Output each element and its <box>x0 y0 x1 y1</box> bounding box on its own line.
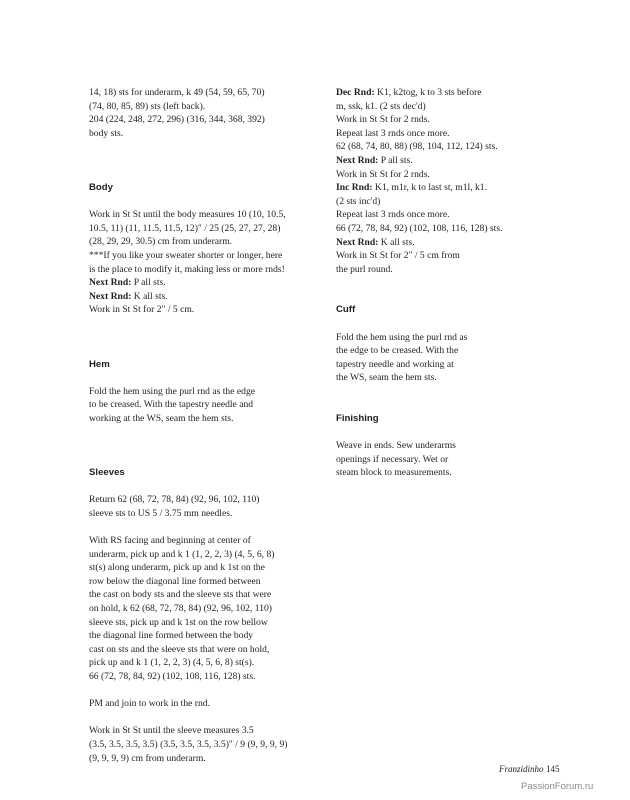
finishing-paragraph <box>336 439 548 480</box>
sleeves-paragraph-1 <box>89 493 311 520</box>
text-line: sleeve sts to US 5 / 3.75 mm needles. <box>89 507 233 519</box>
text-line: is the place to modify it, making less or more rnds! <box>89 263 285 275</box>
instruction-label: Dec Rnd: <box>336 87 375 98</box>
text-line: Work in St St for 2 rnds. <box>336 114 430 126</box>
instruction-line <box>336 86 548 100</box>
text-line: to be creased. With the tapestry needle and <box>89 399 254 411</box>
instruction-line <box>336 154 548 168</box>
section-heading-hem: Hem <box>89 358 110 370</box>
instruction-text: K1, m1r, k to last st, m1l, k1. <box>372 182 488 194</box>
text-line: Fold the hem using the purl rnd as <box>336 331 468 343</box>
text-line: (74, 80, 85, 89) sts (left back). <box>89 100 206 112</box>
section-heading-body: Body <box>89 181 113 193</box>
section-heading-cuff: Cuff <box>336 304 356 316</box>
text-line: body sts. <box>89 127 124 139</box>
instruction-text: P all sts. <box>131 277 166 289</box>
text-line: pick up and k 1 (1, 2, 2, 3) (4, 5, 6, 8) st(s). <box>89 657 255 669</box>
text-line: Fold the hem using the purl rnd as the edge <box>89 385 255 397</box>
text-line: Work in St St until the body measures 10 (10, 10.5, <box>89 209 286 221</box>
text-line: 14, 18) sts for underarm, k 49 (54, 59, 65, 70) <box>89 87 265 98</box>
text-line: the diagonal line formed between the body <box>89 630 254 642</box>
text-line: st(s) along underarm, pick up and k 1st on the <box>89 562 265 574</box>
text-line: (3.5, 3.5, 3.5, 3.5) (3.5, 3.5, 3.5, 3.5)" / 9 (9, 9, 9, 9) <box>89 738 288 750</box>
text-line: row below the diagonal line formed between <box>89 575 261 587</box>
text-line: the cast on body sts and the sleeve sts that were <box>89 589 272 601</box>
instruction-line <box>336 236 548 250</box>
watermark: PassionForum.ru <box>521 781 594 792</box>
instruction-label: Next Rnd: <box>336 236 379 248</box>
page-number: 145 <box>546 764 560 774</box>
text-line: (2 sts inc'd) <box>336 195 381 207</box>
text-line: (28, 29, 29, 30.5) cm from underarm. <box>89 236 233 248</box>
text-line: With RS facing and beginning at center of <box>89 535 251 547</box>
sleeves-paragraph-4 <box>89 724 311 765</box>
instruction-label: Inc Rnd: <box>336 182 373 194</box>
text-line: the edge to be creased. With the <box>336 345 459 357</box>
text-line: Repeat last 3 rnds once more. <box>336 127 450 139</box>
text-line: steam block to measurements. <box>336 467 452 479</box>
text-line: PM and join to work in the rnd. <box>89 698 210 710</box>
text-line: Work in St St for 2" / 5 cm from <box>336 250 460 262</box>
instruction-text: K all sts. <box>378 236 415 248</box>
text-line: 62 (68, 74, 80, 88) (98, 104, 112, 124) sts. <box>336 141 498 153</box>
decrease-paragraph <box>336 86 548 276</box>
text-line: tapestry needle and working at <box>336 358 454 370</box>
right-column <box>336 86 548 480</box>
text-line: Work in St St for 2 rnds. <box>336 168 430 180</box>
text-line: 10.5, 11) (11, 11.5, 11.5, 12)" / 25 (25, 27, 27, 28) <box>89 222 281 234</box>
text-line: on hold, k 62 (68, 72, 78, 84) (92, 96, 102, 110) <box>89 603 272 614</box>
body-paragraph <box>89 208 311 317</box>
text-line: cast on sts and the sleeve sts that were on hold, <box>89 643 270 655</box>
instruction-text: K all sts. <box>131 290 168 302</box>
text-line: 66 (72, 78, 84, 92) (102, 108, 116, 128) sts. <box>336 222 503 234</box>
intro-paragraph <box>89 86 311 140</box>
text-line: 204 (224, 248, 272, 296) (316, 344, 368, 392) <box>89 114 265 126</box>
instruction-text: P all sts. <box>378 154 413 166</box>
hem-paragraph <box>89 385 311 426</box>
text-line: working at the WS, seam the hem sts. <box>89 412 234 424</box>
text-line: openings if necessary. Wet or <box>336 453 449 465</box>
text-line: the purl round. <box>336 263 393 275</box>
instruction-line <box>336 181 548 195</box>
text-line: the WS, seam the hem sts. <box>336 372 437 384</box>
text-line: Repeat last 3 rnds once more. <box>336 209 450 221</box>
text-line: underarm, pick up and k 1 (1, 2, 2, 3) (4, 5, 6, 8) <box>89 548 275 560</box>
text-line: sleeve sts, pick up and k 1st on the row bellow <box>89 616 268 628</box>
instruction-text: K1, k2tog, k to 3 sts before <box>374 87 482 98</box>
text-line: Work in St St for 2" / 5 cm. <box>89 304 195 316</box>
text-line: Weave in ends. Sew underarms <box>336 440 456 452</box>
instruction-label: Next Rnd: <box>89 290 132 302</box>
text-line: 66 (72, 78, 84, 92) (102, 108, 116, 128) sts. <box>89 670 256 682</box>
text-line: ***If you like your sweater shorter or longer, here <box>89 249 283 261</box>
text-line: Work in St St until the sleeve measures 3.5 <box>89 725 254 737</box>
instruction-label: Next Rnd: <box>336 154 379 166</box>
cuff-paragraph <box>336 331 548 385</box>
section-heading-sleeves: Sleeves <box>89 467 125 479</box>
instruction-label: Next Rnd: <box>89 277 132 289</box>
section-heading-finishing: Finishing <box>336 412 379 424</box>
footer-title: Franzidinho <box>499 764 544 774</box>
text-line: m, ssk, k1. (2 sts dec'd) <box>336 100 426 112</box>
text-line: (9, 9, 9, 9) cm from underarm. <box>89 752 206 764</box>
text-line: Return 62 (68, 72, 78, 84) (92, 96, 102, 110) <box>89 494 260 506</box>
sleeves-paragraph-2 <box>89 534 311 684</box>
left-column <box>89 86 311 765</box>
instruction-line <box>89 290 311 304</box>
instruction-line <box>89 276 311 290</box>
